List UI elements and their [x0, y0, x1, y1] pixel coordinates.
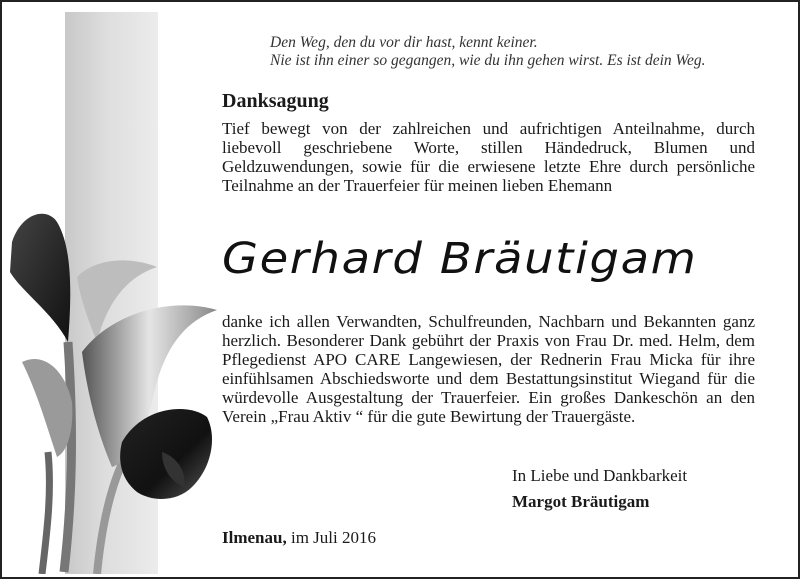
calla-lily-icon [2, 202, 227, 574]
signer-name: Margot Bräutigam [512, 492, 650, 511]
thanks-paragraph-1: Tief bewegt von der zahlreichen und aufrichtigen Anteilnahme, durch liebevoll geschriebene Worte, stillen Händedruck, Blumen und Geldzuwendungen, sowie für die erwiesene letzte Ehre durch persönliche Teilnahme an der Trauerfeier für meinen lieben Ehemann [222, 119, 755, 195]
place: Ilmenau, [222, 528, 287, 547]
closing-line: In Liebe und Dankbarkeit [512, 466, 688, 485]
deceased-name: Gerhard Bräutigam [222, 234, 698, 284]
motto-line-2: Nie ist ihn einer so gegangen, wie du ihn gehen wirst. Es ist dein Weg. [270, 52, 706, 69]
date: im Juli 2016 [290, 528, 376, 547]
motto-line-1: Den Weg, den du vor dir hast, kennt keiner. [270, 34, 538, 51]
motto-quote [270, 34, 770, 70]
thanks-paragraph-2: danke ich allen Verwandten, Schulfreunden, Nachbarn und Bekannten ganz herzlich. Besonderer Dank gebührt der Praxis von Frau Dr. med. Helm, dem Pflegedienst APO CARE Langewiesen, der Rednerin Frau Micka für ihre einfühlsamen Abschiedsworte und dem Bestattungsinstitut Wiegand für die würdevolle Ausgestaltung der Trauerfeier. Ein großes Dankeschön an den Verein „Frau Aktiv “ für die gute Bewirtung der Trauergäste. [222, 312, 755, 426]
place-date-line [222, 528, 376, 548]
page-title: Danksagung [222, 90, 329, 112]
